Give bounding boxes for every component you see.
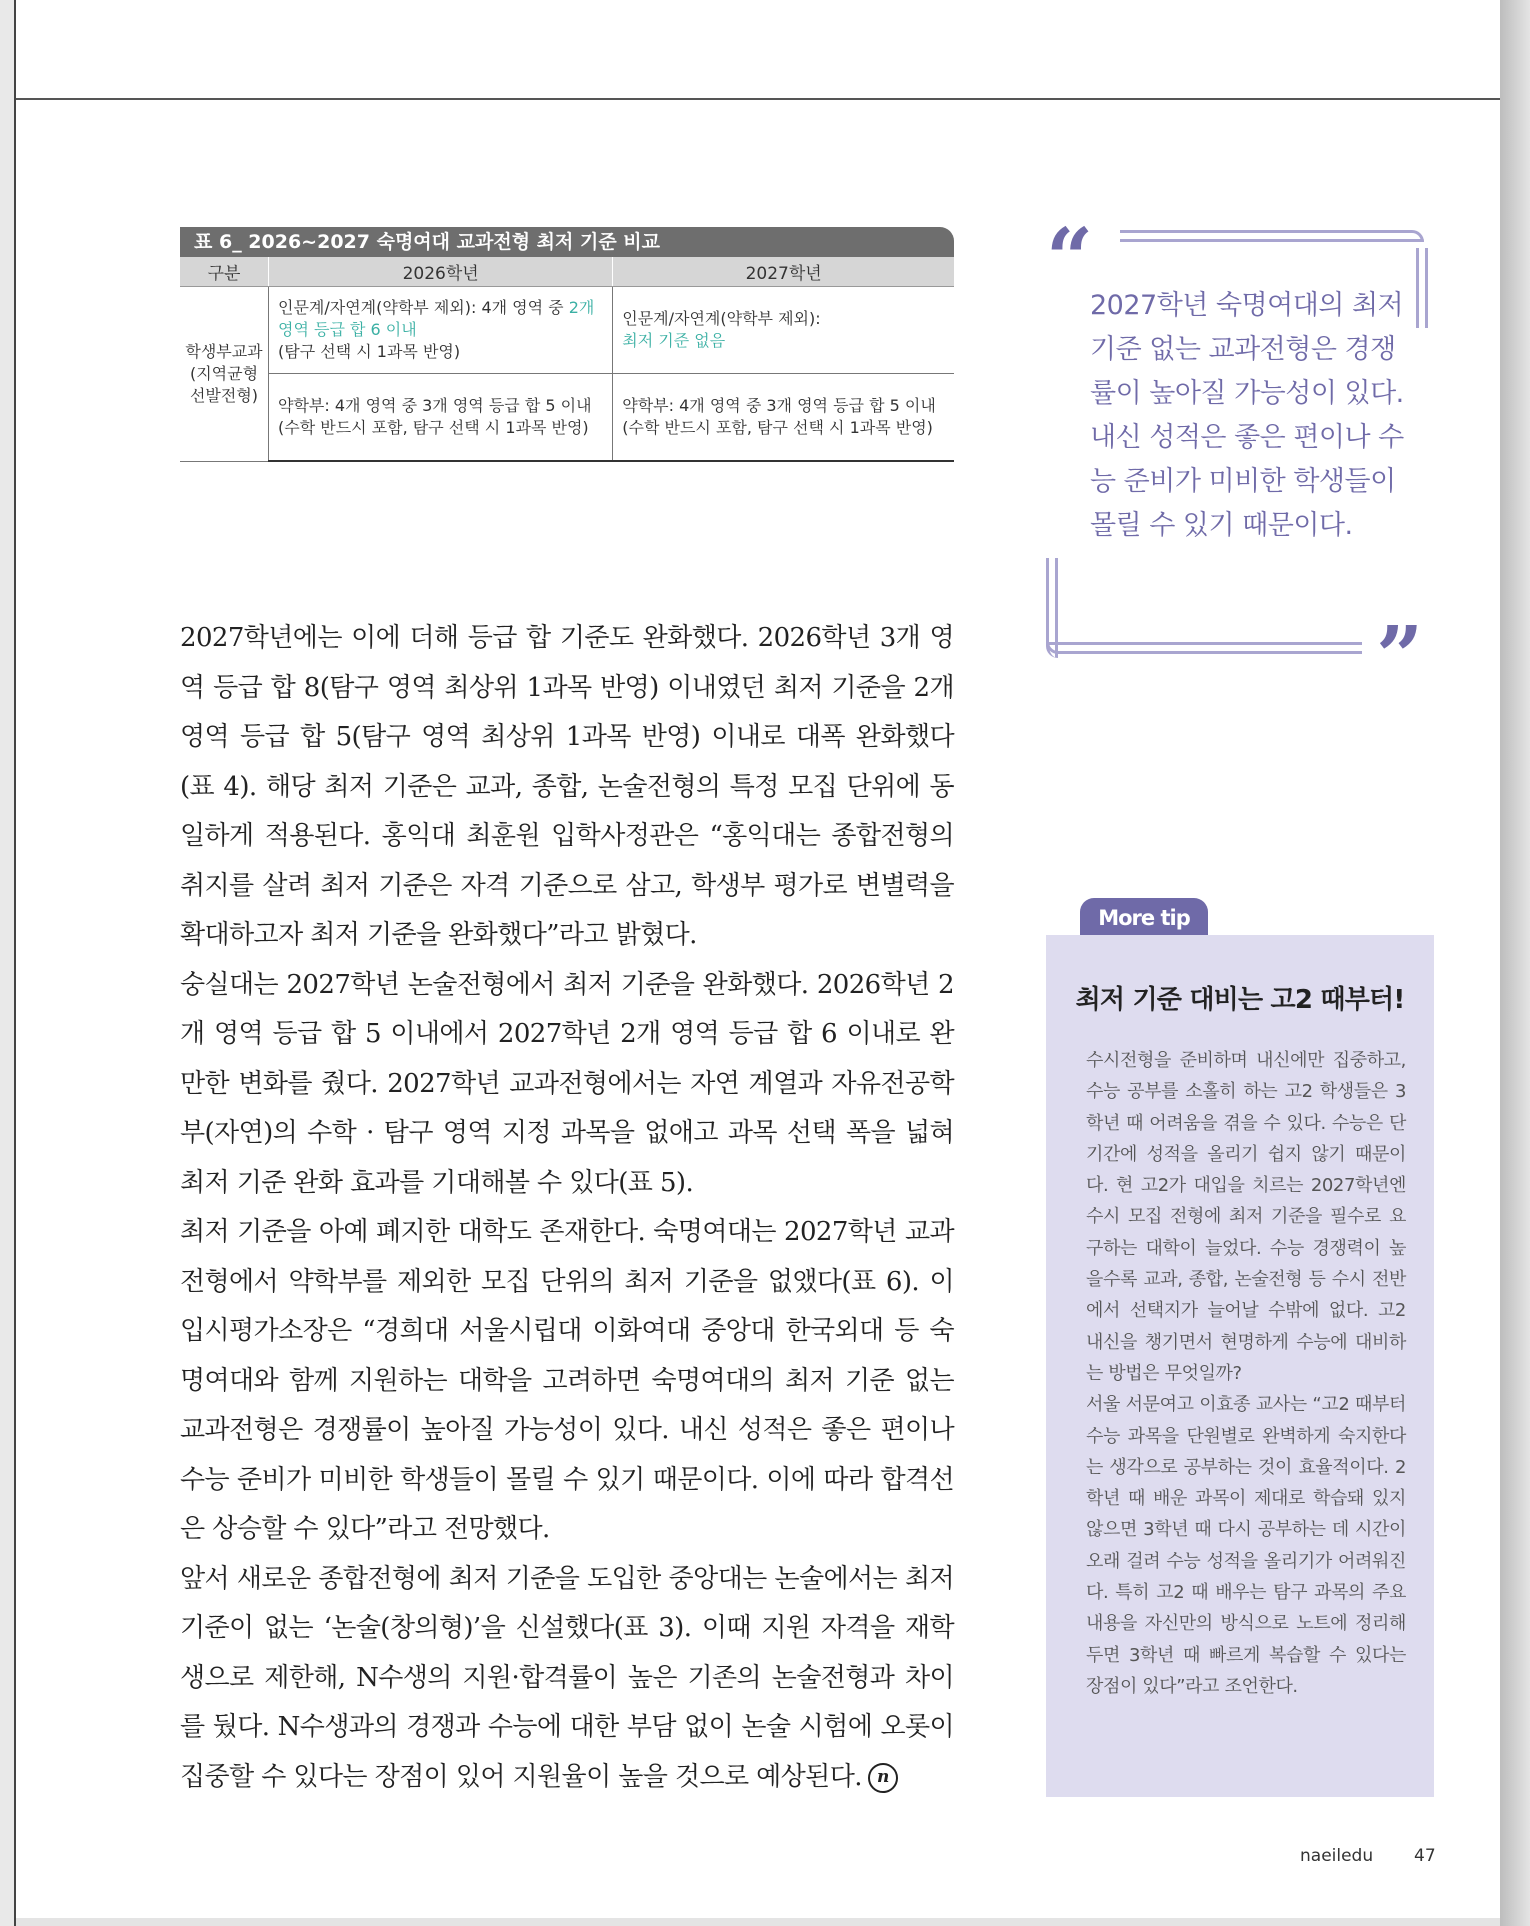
pull-quote [1046,211,1436,705]
table-category-label: 학생부교과 (지역균형 선발전형) [185,341,263,405]
more-tip-paragraph: 서울 서문여고 이효종 교사는 “고2 때부터 수능 과목을 단원별로 완벽하게 숙지한다는 생각으로 공부하는 것이 효율적이다. 2학년 때 배운 과목이 제대로 학습돼 있지 않으면 3학년 때 다시 공부하는 데 시간이 오래 걸려 수능 성적을 올리기가 어려워진다. 특히 고2 때 배우는 탐구 과목의 주요 내용을 자신만의 방식으로 노트에 정리해두면 3학년 때 빠르게 복습할 수 있다는 장점이 있다”라고 조언한다. [1086,1394,1406,1697]
more-tip-tab: More tip [1080,898,1208,936]
table-cell-2026-general: 인문계/자연계(약학부 제외): 4개 영역 중 2개 영역 등급 합 6 이내 (탐구 선택 시 1과목 반영) [269,287,613,374]
table-cell-2027-general: 인문계/자연계(약학부 제외): 최저 기준 없음 [613,287,954,374]
close-quote-icon: ” [1376,609,1424,705]
footer-brand: naeiledu [1300,1846,1374,1866]
page-edge-left [0,0,16,1926]
more-tip-box [1046,935,1434,1797]
end-mark-icon: n [868,1763,898,1793]
article-body [180,614,954,1802]
open-quote-icon: “ [1046,211,1094,307]
highlight-text: 2개 영역 등급 합 6 이내 [278,298,595,339]
highlight-text: 최저 기준 없음 [622,331,726,350]
page-edge-right [1500,0,1530,1926]
table-row [180,287,954,374]
more-tip-title: 최저 기준 대비는 고2 때부터! [1075,985,1405,1015]
table-row [180,374,954,462]
page-bottom-band [16,1918,1500,1926]
article-paragraph: 최저 기준을 아예 폐지한 대학도 존재한다. 숙명여대는 2027학년 교과전형에서 약학부를 제외한 모집 단위의 최저 기준을 없앴다(표 6). 이 입시평가소장은 “경희대 서울시립대 이화여대 중앙대 한국외대 등 숙명여대와 함께 지원하는 대학을 고려하면 숙명여대의 최저 기준 없는 교과전형은 경쟁률이 높아질 가능성이 있다. 내신 성적은 좋은 편이나 수능 준비가 미비한 학생들이 몰릴 수 있기 때문이다. 이에 따라 합격선은 상승할 수 있다”라고 전망했다. [180,1217,954,1544]
table-category-cell [180,287,269,462]
page-number: 47 [1414,1846,1436,1866]
table-cell-2027-pharmacy: 약학부: 4개 영역 중 3개 영역 등급 합 5 이내(수학 반드시 포함, 탐구 선택 시 1과목 반영) [613,374,954,462]
pull-quote-text: 2027학년 숙명여대의 최저 기준 없는 교과전형은 경쟁률이 높아질 가능성이 있다. 내신 성적은 좋은 편이나 수능 준비가 미비한 학생들이 몰릴 수 있기 때문이다. [1090,290,1404,541]
article-paragraph: 숭실대는 2027학년 논술전형에서 최저 기준을 완화했다. 2026학년 2개 영역 등급 합 5 이내에서 2027학년 2개 영역 등급 합 6 이내로 완만한 변화를 줬다. 2027학년 교과전형에서는 자연 계열과 자유전공학부(자연)의 수학 · 탐구 영역 지정 과목을 없애고 과목 선택 폭을 넓혀 최저 기준 완화 효과를 기대해볼 수 있다(표 5). [180,969,954,1198]
table-header-2027: 2027학년 [613,257,954,287]
quote-frame-top [1120,230,1424,242]
comparison-table-section [180,227,954,462]
table-header-category: 구분 [180,257,269,287]
quote-frame-bottom [1046,642,1362,654]
quote-frame-right [1416,248,1428,328]
table-cell-2026-pharmacy: 약학부: 4개 영역 중 3개 영역 등급 합 5 이내 (수학 반드시 포함, 탐구 선택 시 1과목 반영) [269,374,613,462]
table-header-row [180,257,954,287]
more-tip-paragraph: 수시전형을 준비하며 내신에만 집중하고, 수능 공부를 소홀히 하는 고2 학생들은 3학년 때 어려움을 겪을 수 있다. 수능은 단기간에 성적을 올리기 쉽지 않기 때문이다. 현 고2가 대입을 치르는 2027학년엔 수시 모집 전형에 최저 기준을 필수로 요구하는 대학이 늘었다. 수능 경쟁력이 높을수록 교과, 종합, 논술전형 등 수시 전반에서 선택지가 늘어날 수밖에 없다. 고2 내신을 챙기면서 현명하게 수능에 대비하는 방법은 무엇일까? [1086,1050,1406,1384]
table-header-2026: 2026학년 [269,257,613,287]
comparison-table [180,257,954,462]
table-title: 표 6_ 2026~2027 숙명여대 교과전형 최저 기준 비교 [180,227,954,257]
more-tip-body [1086,1045,1406,1702]
article-paragraph: 2027학년에는 이에 더해 등급 합 기준도 완화했다. 2026학년 3개 영역 등급 합 8(탐구 영역 최상위 1과목 반영) 이내였던 최저 기준을 2개 영역 등급 합 5(탐구 영역 최상위 1과목 반영) 이내로 대폭 완화했다(표 4). 해당 최저 기준은 교과, 종합, 논술전형의 특정 모집 단위에 동일하게 적용된다. 홍익대 최훈원 입학사정관은 “홍익대는 종합전형의 취지를 살려 최저 기준은 자격 기준으로 삼고, 학생부 평가로 변별력을 확대하고자 최저 기준을 완화했다”라고 밝혔다. [180,623,954,950]
page-top-band [16,0,1500,100]
article-paragraph: 앞서 새로운 종합전형에 최저 기준을 도입한 중앙대는 논술에서는 최저 기준이 없는 ‘논술(창의형)’을 신설했다(표 3). 이때 지원 자격을 재학생으로 제한해, N수생의 지원·합격률이 높은 기존의 논술전형과 차이를 뒀다. N수생과의 경쟁과 수능에 대한 부담 없이 논술 시험에 오롯이 집중할 수 있다는 장점이 있어 지원율이 높을 것으로 예상된다. n [180,1563,954,1792]
